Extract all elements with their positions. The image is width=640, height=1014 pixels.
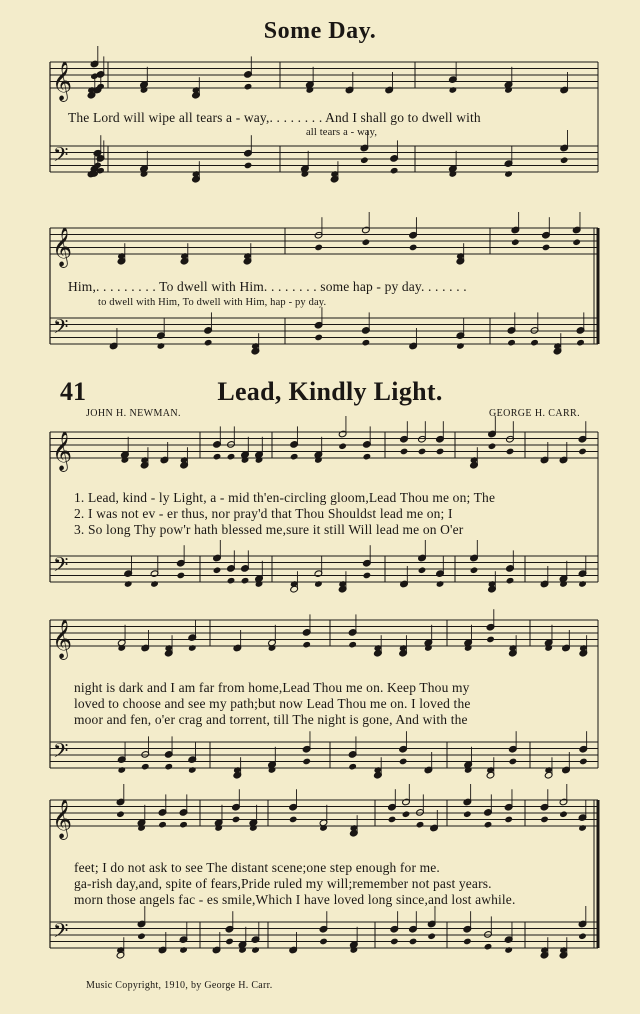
notehead (506, 577, 515, 585)
notehead (302, 641, 311, 649)
notehead (390, 167, 399, 175)
notehead (409, 938, 418, 946)
notehead (484, 821, 493, 829)
notehead (227, 577, 236, 585)
bass-clef: 𝄢 (53, 739, 69, 767)
notehead (362, 339, 371, 347)
notehead (314, 334, 323, 342)
notehead (244, 162, 253, 170)
verse-3-line: morn those angels fac - es smile,Which I have loved long since,and lost awhile. (74, 892, 516, 907)
notehead (484, 943, 493, 951)
notehead (188, 644, 197, 652)
notehead (578, 448, 587, 456)
treble-clef: 𝄞 (52, 799, 73, 839)
notehead (488, 442, 497, 450)
notehead (157, 342, 166, 350)
notehead (507, 339, 516, 347)
notehead (225, 938, 234, 946)
notehead (179, 821, 188, 829)
notehead (578, 580, 587, 588)
notehead (232, 816, 241, 824)
notehead (241, 577, 250, 585)
verse-1-line: 1. Lead, kind - ly Light, a - mid th'en-circling gloom,Lead Thou me on; The (74, 490, 496, 505)
notehead (124, 580, 133, 588)
notehead (204, 339, 213, 347)
notehead (177, 572, 186, 580)
notehead (572, 238, 581, 246)
verse-1-line: feet; I do not ask to see The distant scene;one step enough for me. (74, 860, 440, 875)
bass-clef: 𝄢 (53, 919, 69, 947)
treble-clef: 𝄞 (52, 431, 73, 471)
notehead (164, 763, 173, 771)
treble-clef: 𝄞 (52, 619, 73, 659)
notehead (449, 86, 458, 94)
notehead (578, 932, 587, 940)
lyric-line-alto: to dwell with Him, To dwell with Him, hap - py day. (98, 297, 327, 308)
notehead (227, 453, 236, 461)
notehead (338, 442, 347, 450)
notehead (150, 580, 159, 588)
notehead (418, 448, 427, 456)
notehead (560, 156, 569, 164)
notehead (400, 448, 409, 456)
notehead (319, 938, 328, 946)
notehead (137, 932, 146, 940)
notehead (427, 932, 436, 940)
notehead (470, 566, 479, 574)
notehead (251, 946, 260, 954)
notehead (244, 83, 253, 91)
notehead (579, 758, 588, 766)
notehead (511, 238, 520, 246)
verse-2-line: ga-rish day,and, spite of fears,Pride ruled my will;remember not past years. (74, 876, 492, 891)
notehead (302, 758, 311, 766)
notehead (504, 816, 513, 824)
hymn-number: 41 (60, 377, 86, 406)
notehead (530, 339, 539, 347)
notehead (179, 946, 188, 954)
bass-clef: 𝄢 (53, 315, 69, 343)
notehead (463, 938, 472, 946)
notehead (348, 641, 357, 649)
verse-2-line: 2. I was not ev - er thus, nor pray'd that Thou Shouldst lead me on; I (74, 506, 453, 521)
verse-3-line: moor and fen, o'er crag and torrent, till The night is gone, And with the (74, 712, 468, 727)
notehead (390, 938, 399, 946)
notehead (436, 448, 445, 456)
hymn-title-some-day: Some Day. (263, 18, 377, 44)
notehead (409, 244, 418, 252)
notehead (141, 763, 150, 771)
notehead (418, 566, 427, 574)
notehead (348, 763, 357, 771)
notehead (399, 758, 408, 766)
treble-clef: 𝄞 (52, 61, 73, 101)
notehead (506, 448, 515, 456)
notehead (456, 342, 465, 350)
lyric-line: The Lord will wipe all tears a - way,. . . . . . . . And I shall go to dwell with (68, 110, 481, 125)
lyric-line-alto: all tears a - way, (306, 127, 378, 138)
notehead (213, 453, 222, 461)
notehead (436, 580, 445, 588)
composer-credit: GEORGE H. CARR. (488, 408, 580, 419)
notehead (504, 170, 513, 178)
verse-1-line: night is dark and I am far from home,Lead Thou me on. Keep Thou my (74, 680, 470, 695)
verse-2-line: loved to choose and see my path;but now Lead Thou me on. I loved the (74, 696, 471, 711)
notehead (289, 816, 298, 824)
notehead (559, 810, 568, 818)
notehead (363, 453, 372, 461)
verse-3-line: 3. So long Thy pow'r hath blessed me,sure it still Will lead me on O'er (74, 522, 464, 537)
hymn-title-lead-kindly-light: Lead, Kindly Light. (217, 377, 443, 406)
notehead (363, 572, 372, 580)
notehead (486, 636, 495, 644)
bass-clef: 𝄢 (53, 553, 69, 581)
notehead (213, 566, 222, 574)
notehead (158, 821, 167, 829)
notehead (388, 816, 397, 824)
notehead (504, 946, 513, 954)
notehead (578, 824, 587, 832)
notehead (509, 758, 518, 766)
notehead (290, 453, 299, 461)
notehead (542, 244, 551, 252)
author-credit: JOHN H. NEWMAN. (86, 408, 181, 419)
notehead (188, 766, 197, 774)
treble-clef: 𝄞 (52, 227, 73, 267)
notehead (402, 810, 411, 818)
lyric-line: Him,. . . . . . . . . To dwell with Him. . . . . . . . some hap - py day. . . . . . . (68, 279, 467, 294)
notehead (116, 810, 125, 818)
notehead (360, 156, 369, 164)
notehead (314, 580, 323, 588)
notehead (576, 339, 585, 347)
notehead (117, 766, 126, 774)
notehead (314, 244, 323, 252)
notehead (540, 816, 549, 824)
notehead (463, 810, 472, 818)
bass-clef: 𝄢 (53, 143, 69, 171)
notehead (416, 821, 425, 829)
copyright-notice: Music Copyright, 1910, by George H. Carr. (86, 980, 273, 991)
notehead (362, 238, 371, 246)
